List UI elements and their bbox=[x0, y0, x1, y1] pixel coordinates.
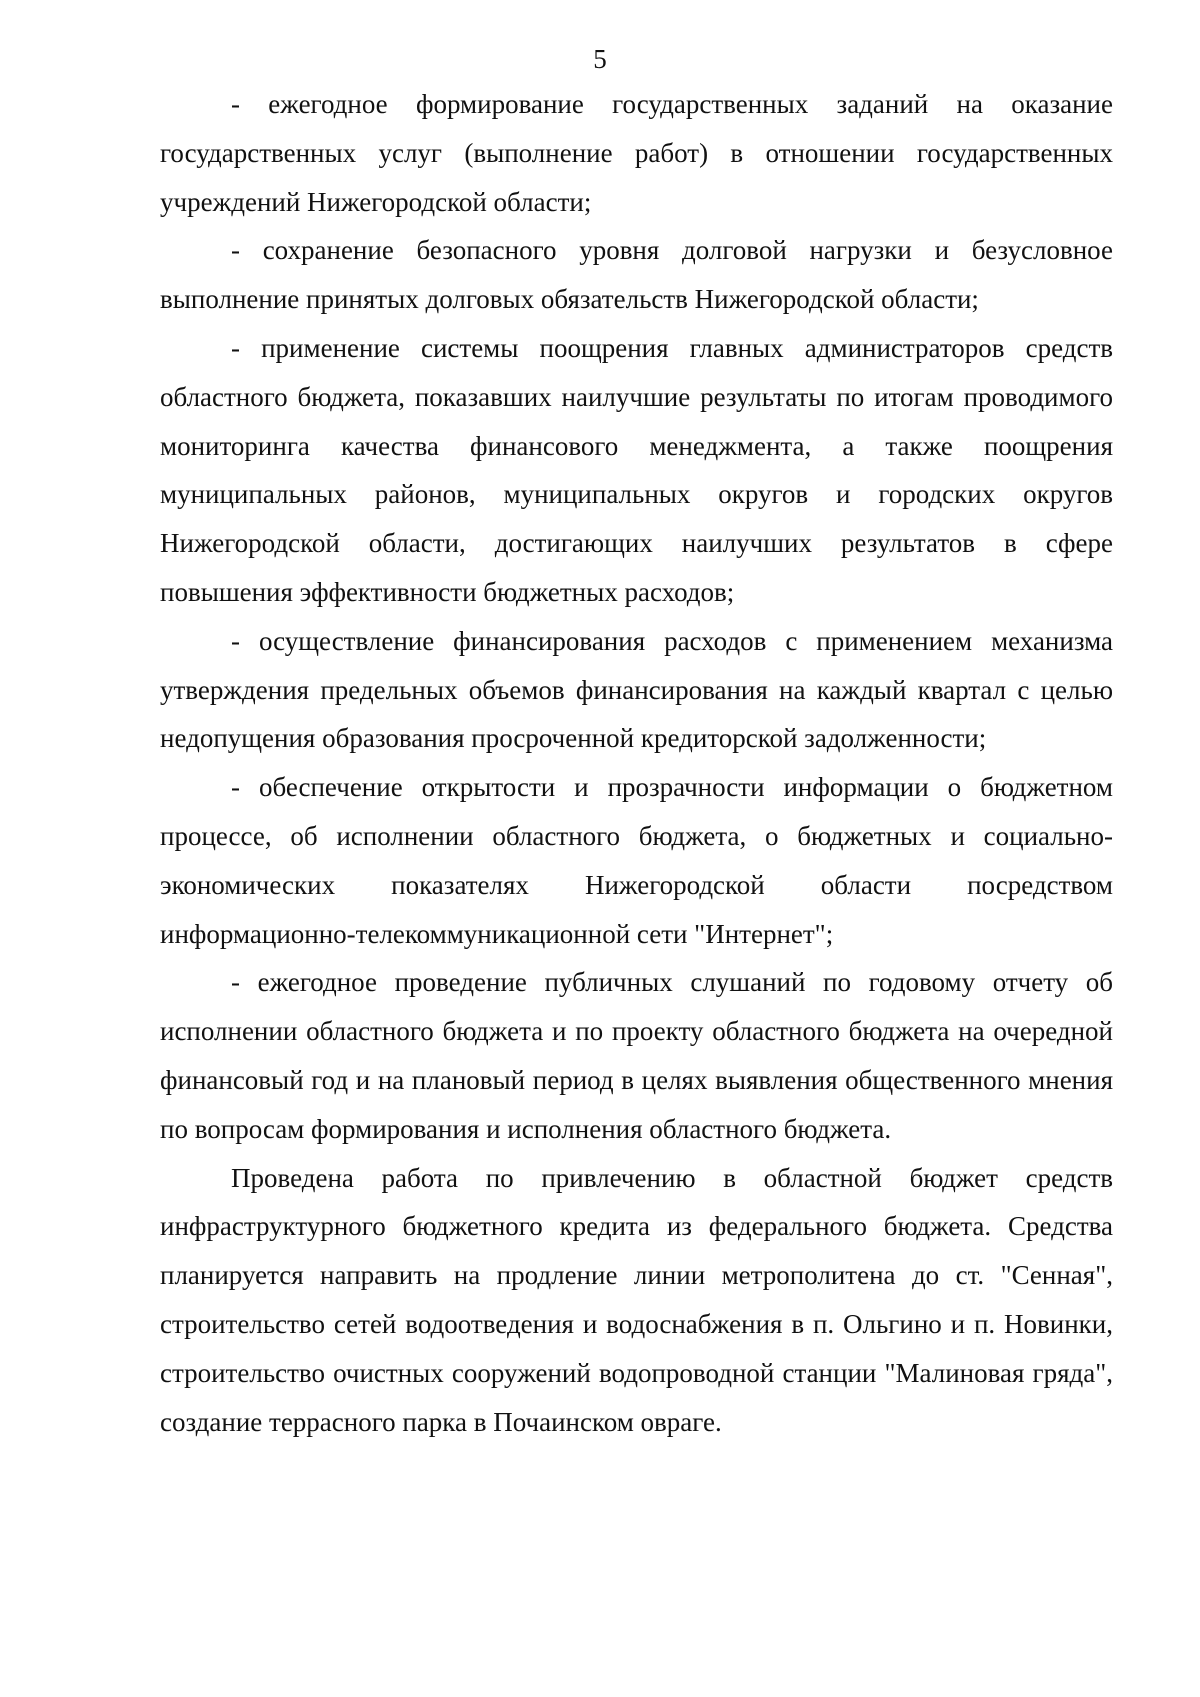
paragraph-incentive-system: - применение системы поощрения главных администраторов средств областного бюджета, показавших наилучшие результаты по итогам проводимого мониторинга качества финансового менеджмента, а также поощрения муниципальных районов, муниципальных округов и городских округов Нижегородской области, достигающих наилучших результатов в сфере повышения эффективности бюджетных расходов; bbox=[160, 332, 1113, 607]
paragraph-public-hearings: - ежегодное проведение публичных слушаний по годовому отчету об исполнении областного бюджета и по проекту областного бюджета на очередной финансовый год и на плановый период в целях выявления общественного мнения по вопросам формирования и исполнения областного бюджета. bbox=[160, 967, 1113, 1144]
document-body bbox=[160, 80, 1113, 1446]
paragraph-infrastructure-credit: Проведена работа по привлечению в областной бюджет средств инфраструктурного бюджетного кредита из федерального бюджета. Средства планируется направить на продление линии метрополитена до ст. "Сенная", строительство сетей водоотведения и водоснабжения в п. Ольгино и п. Новинки, строительство очистных сооружений водопроводной станции "Малиновая гряда", создание террасного парка в Почаинском овраге. bbox=[160, 1162, 1113, 1437]
paragraph-state-assignments: - ежегодное формирование государственных заданий на оказание государственных услуг (выполнение работ) в отношении государственных учреждений Нижегородской области; bbox=[160, 89, 1113, 217]
paragraph-transparency: - обеспечение открытости и прозрачности информации о бюджетном процессе, об исполнении областного бюджета, о бюджетных и социально-экономических показателях Нижегородской области посредством информационно-телекоммуникационной сети "Интернет"; bbox=[160, 772, 1113, 949]
page-number: 5 bbox=[593, 44, 607, 74]
paragraph-debt-load: - сохранение безопасного уровня долговой нагрузки и безусловное выполнение принятых долговых обязательств Нижегородской области; bbox=[160, 235, 1113, 315]
paragraph-financing-limits: - осуществление финансирования расходов с применением механизма утверждения предельных объемов финансирования на каждый квартал с целью недопущения образования просроченной кредиторской задолженности; bbox=[160, 625, 1113, 754]
